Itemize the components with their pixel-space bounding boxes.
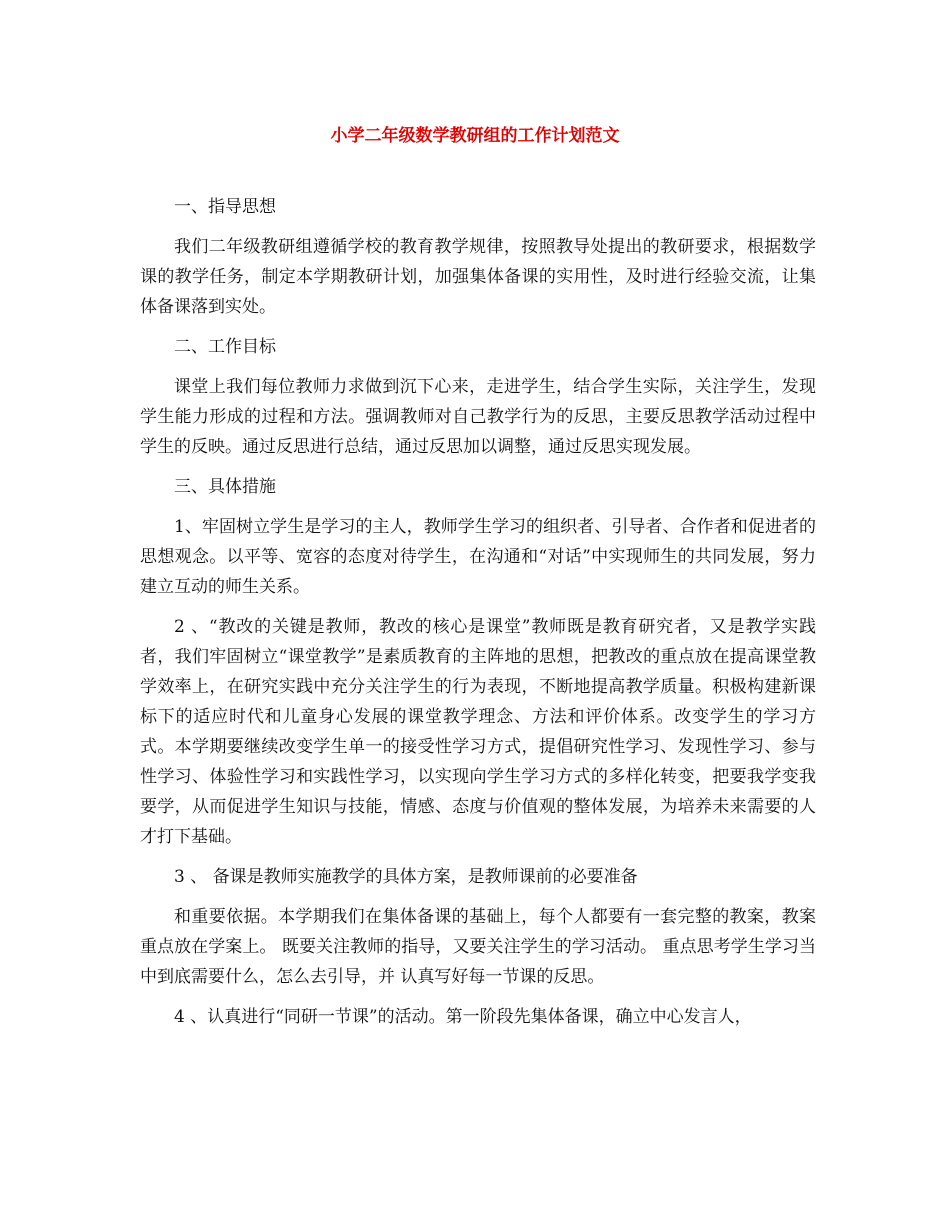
paragraph-measure-2: 2 、“教改的关键是教师，教改的核心是课堂”教师既是教育研究者，又是教学实践者，我们牢固树立“课堂教学”是素质教育的主阵地的思想，把教改的重点放在提高课堂教学效率上，在研究实践中充分关注学生的行为表现，不断地提高教学质量。积极构建新课标下的适应时代和儿童身心发展的课堂教学理念、方法和评价体系。改变学生的学习方式。本学期要继续改变学生单一的接受性学习方式，提倡研究性学习、发现性学习、参与性学习、体验性学习和实践性学习，以实现向学生学习方式的多样化转变，把要我学变我要学，从而促进学生知识与技能，情感、态度与价值观的整体发展，为培养未来需要的人才打下基础。 bbox=[140, 617, 816, 847]
section-heading-work-goals: 二、工作目标 bbox=[174, 337, 276, 357]
paragraph-guiding-thought: 我们二年级教研组遵循学校的教育教学规律，按照教导处提出的教研要求，根据数学课的教学任务，制定本学期教研计划，加强集体备课的实用性，及时进行经验交流，让集体备课落到实处。 bbox=[140, 237, 816, 317]
document-title: 小学二年级数学教研组的工作计划范文 bbox=[330, 126, 620, 146]
section-heading-specific-measures: 三、具体措施 bbox=[174, 477, 276, 497]
paragraph-work-goals: 课堂上我们每位教师力求做到沉下心来，走进学生，结合学生实际，关注学生，发现学生能力形成的过程和方法。强调教师对自己教学行为的反思，主要反思教学活动过程中学生的反映。通过反思进行总结，通过反思加以调整，通过反思实现发展。 bbox=[140, 377, 816, 457]
paragraph-measure-1: 1、牢固树立学生是学习的主人，教师学生学习的组织者、引导者、合作者和促进者的思想观念。以平等、宽容的态度对待学生，在沟通和“对话”中实现师生的共同发展，努力建立互动的师生关系。 bbox=[140, 517, 816, 597]
section-heading-guiding-thought: 一、指导思想 bbox=[174, 197, 276, 217]
document-body bbox=[140, 192, 816, 1032]
paragraph-measure-3-continued: 和重要依据。本学期我们在集体备课的基础上，每个人都要有一套完整的教案，教案重点放在学案上。 既要关注教师的指导，又要关注学生的学习活动。 重点思考学生学习当中到底需要什么，怎么去引导，并 认真写好每一节课的反思。 bbox=[140, 907, 816, 987]
paragraph-measure-4: 4 、认真进行“同研一节课”的活动。第一阶段先集体备课，确立中心发言人， bbox=[174, 1007, 752, 1027]
paragraph-measure-3-lead: 3 、 备课是教师实施教学的具体方案，是教师课前的必要准备 bbox=[174, 867, 638, 887]
